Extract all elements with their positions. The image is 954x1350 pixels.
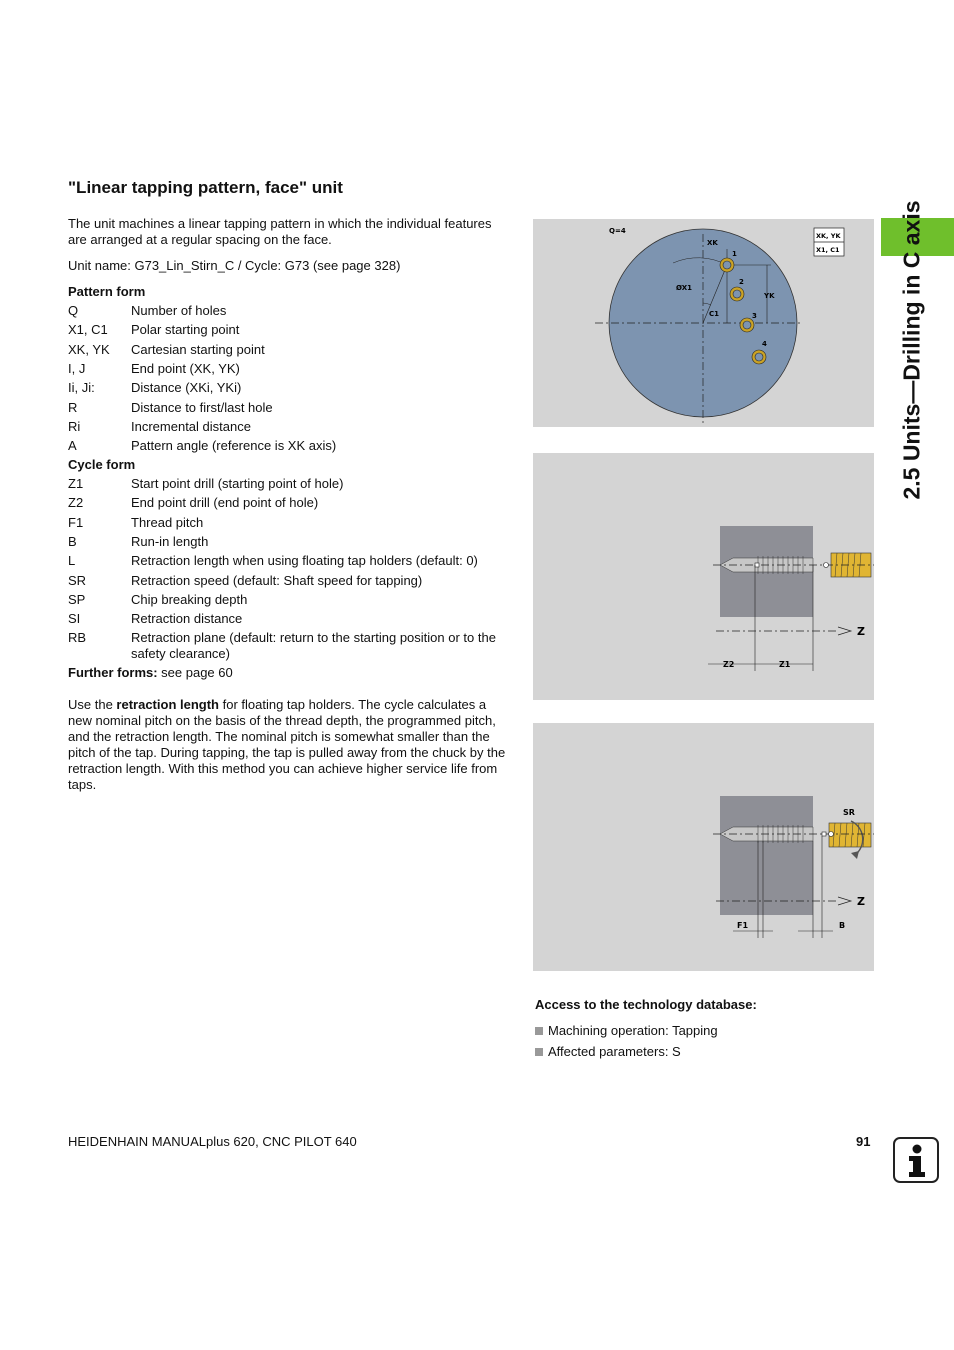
pattern-form-param: Ii, Ji: xyxy=(68,380,95,396)
para-post: for floating tap holders. The cycle calculates a new nominal pitch on the basis of the thread depth, the programmed pitch, and the retraction length. The nominal pitch is somewhat smaller than the pitch of the tap. During tapping, the tap is pulled away from the chuck by the retraction length. With this method you can achieve higher service life from taps. xyxy=(68,697,506,792)
pattern-form-description: End point (XK, YK) xyxy=(131,360,240,376)
cycle-form-param: Z2 xyxy=(68,495,84,511)
pattern-form-param: XK, YK xyxy=(68,341,110,357)
z-axis-label: Z xyxy=(857,625,865,638)
cycle-form-description: Start point drill (starting point of hole) xyxy=(131,476,344,491)
box-xkyk: XK, YK xyxy=(816,232,841,240)
f1-label: F1 xyxy=(737,921,749,930)
retraction-paragraph xyxy=(68,697,510,793)
footer-text: HEIDENHAIN MANUALplus 620, CNC PILOT 640 xyxy=(68,1134,357,1149)
cycle-form-description: Run-in length xyxy=(131,533,209,549)
further-forms-label: Further forms: xyxy=(68,665,158,680)
hole-3-label: 3 xyxy=(752,312,757,320)
pattern-form-description: Polar starting point xyxy=(131,322,240,338)
cycle-form-description: Retraction plane (default: return to the starting position or to the safety clearance) xyxy=(131,630,496,662)
xk-label: XK xyxy=(707,239,718,247)
access-title: Access to the technology database: xyxy=(535,997,757,1012)
further-forms-value: see page 60 xyxy=(157,665,233,680)
access-item: Machining operation: Tapping xyxy=(535,1023,718,1038)
b-label: B xyxy=(839,921,846,930)
pattern-form-description: Pattern angle (reference is XK axis) xyxy=(131,438,337,454)
cycle-form-param: B xyxy=(68,533,77,549)
bullet-icon xyxy=(535,1027,543,1035)
section-heading: "Linear tapping pattern, face" unit xyxy=(68,178,343,197)
pattern-form-title: Pattern form xyxy=(68,284,146,299)
pattern-form-description: Distance to first/last hole xyxy=(131,399,273,415)
pattern-form-param: Ri xyxy=(68,418,81,434)
bullet-icon xyxy=(535,1048,543,1056)
box-x1c1: X1, C1 xyxy=(816,246,840,254)
unit-name: Unit name: G73_Lin_Stirn_C / Cycle: G73 (see page 328) xyxy=(68,258,401,273)
pattern-form-param: A xyxy=(68,438,77,454)
yk-label: YK xyxy=(764,292,775,300)
cycle-form-description: Retraction distance xyxy=(131,611,243,627)
figure-cycle xyxy=(533,453,874,700)
pattern-form-param: I, J xyxy=(68,360,86,376)
hole-2-label: 2 xyxy=(739,278,744,286)
cycle-form-param: RB xyxy=(68,630,87,646)
pattern-form-param: R xyxy=(68,399,78,415)
z1-label: Z1 xyxy=(779,660,791,669)
para-pre: Use the xyxy=(68,697,117,712)
pattern-form-description: Incremental distance xyxy=(131,418,251,434)
cycle-form-param: L xyxy=(68,553,76,569)
figure-pattern xyxy=(533,219,874,427)
workpiece xyxy=(720,796,813,915)
pattern-form-description: Distance (XKi, YKi) xyxy=(131,380,242,396)
cycle-form-param: SR xyxy=(68,572,87,588)
cycle-form-param: SI xyxy=(68,611,81,627)
further-forms xyxy=(68,665,233,681)
cycle-form-param: SP xyxy=(68,591,86,607)
z2-label: Z2 xyxy=(723,660,735,669)
hole-4-label: 4 xyxy=(762,340,767,348)
cycle-form-description: Retraction length when using floating tap holders (default: 0) xyxy=(131,553,478,569)
pattern-form-description: Cartesian starting point xyxy=(131,341,265,357)
x1-label: ØX1 xyxy=(676,284,692,292)
c1-label: C1 xyxy=(709,310,720,318)
q-label: Q=4 xyxy=(609,227,626,235)
cycle-form-param: F1 xyxy=(68,514,84,530)
info-icon xyxy=(893,1137,939,1183)
hole-1-label: 1 xyxy=(732,250,737,258)
pattern-form-param: Q xyxy=(68,303,79,318)
cycle-form-description: Chip breaking depth xyxy=(131,591,248,607)
cycle-form-description: Thread pitch xyxy=(131,514,204,530)
pattern-form-param: X1, C1 xyxy=(68,322,108,338)
cycle-form-param: Z1 xyxy=(68,476,84,491)
access-item: Affected parameters: S xyxy=(535,1044,681,1059)
cycle-form-title: Cycle form xyxy=(68,457,136,472)
chapter-title: 2.5 Units—Drilling in C axis xyxy=(898,200,925,500)
pattern-form-description: Number of holes xyxy=(131,303,227,318)
sr-label: SR xyxy=(843,808,855,817)
cycle-form-description: End point drill (end point of hole) xyxy=(131,495,319,511)
figure-retraction xyxy=(533,723,874,971)
intro-text: The unit machines a linear tapping pattern in which the individual features are arranged at a regular spacing on the face. xyxy=(68,216,492,247)
page-number: 91 xyxy=(856,1134,871,1149)
cycle-form-description: Retraction speed (default: Shaft speed for tapping) xyxy=(131,572,423,588)
para-bold: retraction length xyxy=(116,697,219,712)
z-axis-label: Z xyxy=(857,895,865,908)
